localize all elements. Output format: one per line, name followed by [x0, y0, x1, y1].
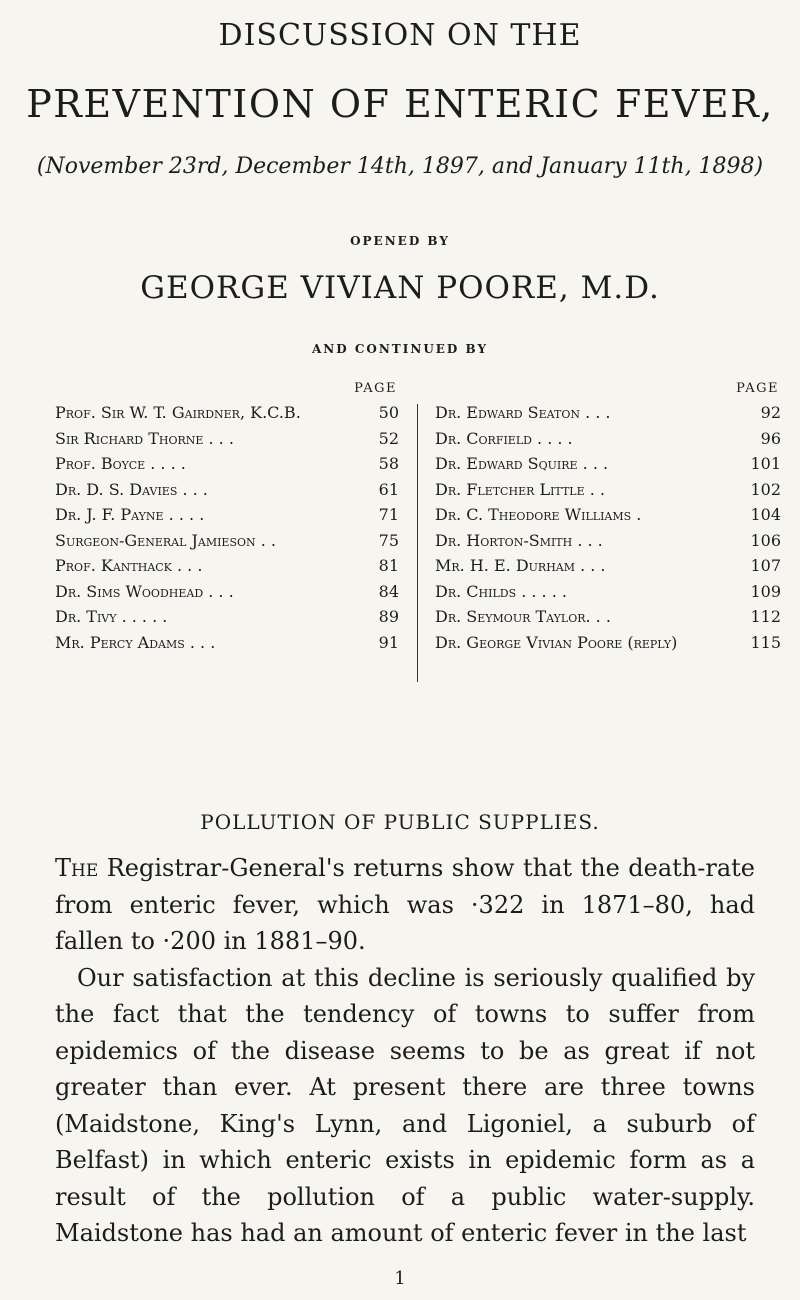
contributor-name: Dr. George Vivian Poore (reply) — [435, 632, 678, 652]
contributor-name: Dr. Childs . . . . . — [435, 581, 567, 601]
list-item — [435, 528, 781, 554]
contributor-name: Surgeon-General Jamieson . . — [55, 530, 276, 550]
contributor-name: Dr. Fletcher Little . . — [435, 479, 605, 499]
list-item — [435, 451, 781, 477]
list-item — [435, 426, 781, 452]
column-divider — [417, 404, 418, 682]
list-item — [435, 553, 781, 579]
contributor-name: Mr. H. E. Durham . . . — [435, 556, 606, 575]
page-ref: 107 — [750, 556, 781, 575]
page-ref: 92 — [760, 403, 781, 422]
title-line-1: DISCUSSION ON THE — [218, 18, 582, 53]
page-ref: 96 — [760, 428, 781, 448]
page-ref: 106 — [750, 530, 781, 550]
list-item — [435, 630, 781, 656]
page-ref: 58 — [378, 454, 399, 473]
list-item — [435, 400, 781, 426]
contributor-name: Dr. Sims Woodhead . . . — [55, 581, 234, 601]
list-item — [55, 426, 399, 452]
page-ref: 52 — [378, 428, 399, 448]
list-item — [55, 630, 399, 656]
opened-by-label: OPENED BY — [350, 234, 450, 248]
list-item — [435, 477, 781, 503]
meeting-dates: (November 23rd, December 14th, 1897, and January 11th, 1898) — [36, 154, 764, 179]
list-item — [55, 400, 399, 426]
page-ref: 50 — [378, 403, 399, 422]
list-item — [55, 451, 399, 477]
page-ref: 71 — [378, 505, 399, 524]
section-heading: POLLUTION OF PUBLIC SUPPLIES. — [200, 810, 600, 834]
list-item — [55, 477, 399, 503]
contributor-name: Dr. Tivy . . . . . — [55, 607, 168, 626]
page-ref: 104 — [750, 505, 781, 524]
list-item — [55, 528, 399, 554]
contributor-name: Dr. Seymour Taylor. . . — [435, 607, 611, 626]
contributor-name: Dr. D. S. Davies . . . — [55, 479, 208, 499]
list-item — [55, 604, 399, 630]
list-item — [435, 502, 781, 528]
author-name: GEORGE VIVIAN POORE, M.D. — [140, 270, 660, 306]
page-ref: 101 — [750, 454, 781, 473]
contributor-name: Dr. Corfield . . . . — [435, 428, 573, 448]
paragraph-1 — [55, 850, 755, 960]
page-column-header: PAGE — [354, 381, 397, 396]
contributor-name: Prof. Sir W. T. Gairdner, K.C.B. — [55, 403, 301, 422]
page-ref: 109 — [750, 581, 781, 601]
list-item — [435, 579, 781, 605]
page-ref: 115 — [750, 632, 781, 652]
contributors-right-column — [435, 378, 781, 655]
lead-word: The — [55, 854, 99, 882]
body-text — [55, 850, 755, 1252]
list-item — [55, 579, 399, 605]
contributor-name: Dr. Edward Squire . . . — [435, 454, 609, 473]
page-number: 1 — [394, 1268, 406, 1289]
page-ref: 102 — [750, 479, 781, 499]
contributors-table — [55, 378, 781, 688]
contributor-name: Prof. Boyce . . . . — [55, 454, 186, 473]
page-ref: 81 — [378, 556, 399, 575]
page-ref: 91 — [378, 632, 399, 652]
list-item — [55, 553, 399, 579]
page-ref: 75 — [378, 530, 399, 550]
contributor-name: Prof. Kanthack . . . — [55, 556, 203, 575]
page-ref: 112 — [750, 607, 781, 626]
contributor-name: Dr. C. Theodore Williams . — [435, 505, 642, 524]
paragraph-1-text: Registrar-General's returns show that the death-rate from enteric fever, which was ·322 in 1871–80, had fallen to ·200 in 1881–90. — [55, 854, 755, 955]
page-ref: 89 — [378, 607, 399, 626]
contributor-name: Dr. Horton-Smith . . . — [435, 530, 603, 550]
continued-by-label: AND CONTINUED BY — [311, 342, 489, 356]
paragraph-2: Our satisfaction at this decline is seriously qualified by the fact that the tendency of towns to suffer from epidemics of the disease seems to be as great if not greater than ever. At present there are three towns (Maidstone, King's Lynn, and Ligoniel, a suburb of Belfast) in which enteric exists in epidemic form as a result of the pollution of a public water-supply. Maidstone has had an amount of enteric fever in the last — [55, 963, 755, 1247]
list-item — [435, 604, 781, 630]
title-line-2: PREVENTION OF ENTERIC FEVER, — [26, 82, 774, 126]
contributor-name: Mr. Percy Adams . . . — [55, 632, 216, 652]
contributors-left-column — [55, 378, 399, 655]
contributor-name: Dr. Edward Seaton . . . — [435, 403, 611, 422]
page-ref: 61 — [378, 479, 399, 499]
page-column-header: PAGE — [736, 381, 779, 396]
contributor-name: Sir Richard Thorne . . . — [55, 428, 234, 448]
list-item — [55, 502, 399, 528]
page-ref: 84 — [378, 581, 399, 601]
contributor-name: Dr. J. F. Payne . . . . — [55, 505, 205, 524]
